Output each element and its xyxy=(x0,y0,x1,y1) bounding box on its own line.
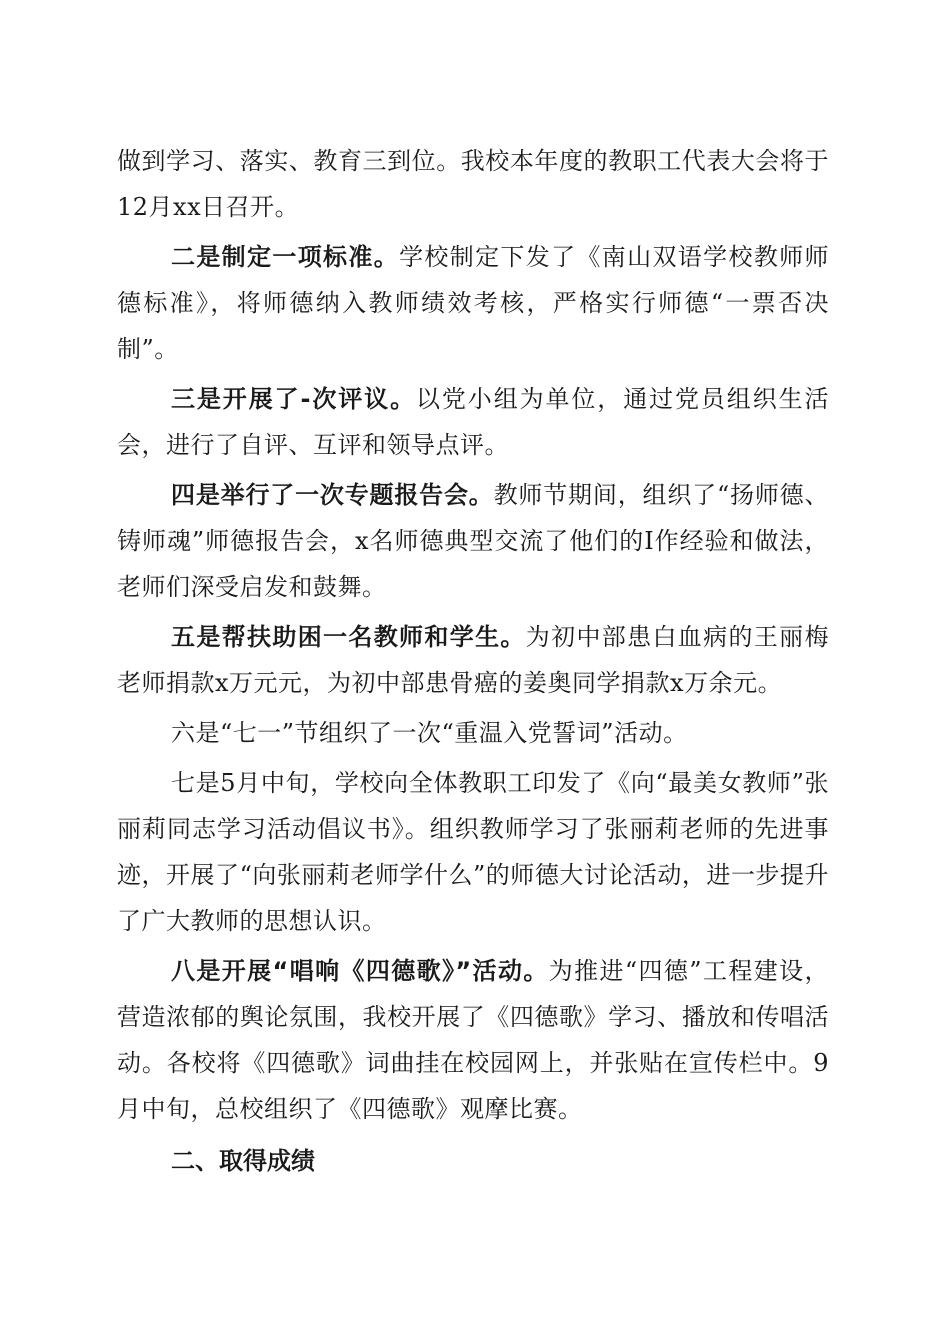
section-heading: 二、取得成绩 xyxy=(171,1147,315,1175)
paragraph-review xyxy=(117,376,829,468)
paragraph-text: 为初中部患白血病的王丽梅老师捐款x万元元，为初中部患骨癌的姜奥同学捐款x万余元。 xyxy=(117,623,830,697)
paragraph-text: 六是“七一”节组织了一次“重温入党誓词”活动。 xyxy=(171,719,688,747)
paragraph-four-virtues xyxy=(117,948,829,1132)
paragraph-text: 做到学习、落实、教育三到位。我校本年度的教职工代表大会将于12月xx日召开。 xyxy=(117,147,829,221)
paragraph-july-first xyxy=(117,710,829,756)
document-body xyxy=(117,138,829,1184)
paragraph-lead: 三是开展了-次评议。 xyxy=(171,385,416,413)
paragraph-standard xyxy=(117,234,829,372)
paragraph-text: 七是5月中旬，学校向全体教职工印发了《向“最美女教师”张丽莉同志学习活动倡议书》。组织教师学习了张丽莉老师的先进事迹，开展了“向张丽莉老师学什么”的师德大讨论活动，进一步提升了广大教师的思想认识。 xyxy=(117,769,829,935)
paragraph-lead: 四是举行了一次专题报告会。 xyxy=(171,481,494,509)
paragraph-report xyxy=(117,472,829,610)
paragraph-lead: 二是制定一项标准。 xyxy=(171,243,400,271)
paragraph-lead: 八是开展“唱响《四德歌》”活动。 xyxy=(171,957,549,985)
paragraph-text: 为推进“四德”工程建设，营造浓郁的舆论氛围，我校开展了《四德歌》学习、播放和传唱活动。各校将《四德歌》词曲挂在校园网上，并张贴在宣传栏中。9月中旬，总校组织了《四德歌》观摩比赛。 xyxy=(117,957,829,1123)
paragraph-intro xyxy=(117,138,829,230)
paragraph-assistance xyxy=(117,614,829,706)
paragraph-may xyxy=(117,760,829,944)
paragraph-lead: 五是帮扶助困一名教师和学生。 xyxy=(171,623,526,651)
paragraph-text: 教师节期间，组织了“扬师德、铸师魂”师德报告会，x名师德典型交流了他们的I作经验和做法，老师们深受启发和鼓舞。 xyxy=(117,481,829,601)
paragraph-text: 学校制定下发了《南山双语学校教师师德标准》，将师德纳入教师绩效考核，严格实行师德“一票否决制”。 xyxy=(117,243,830,363)
paragraph-text: 以党小组为单位，通过党员组织生活会，进行了自评、互评和领导点评。 xyxy=(117,385,830,459)
